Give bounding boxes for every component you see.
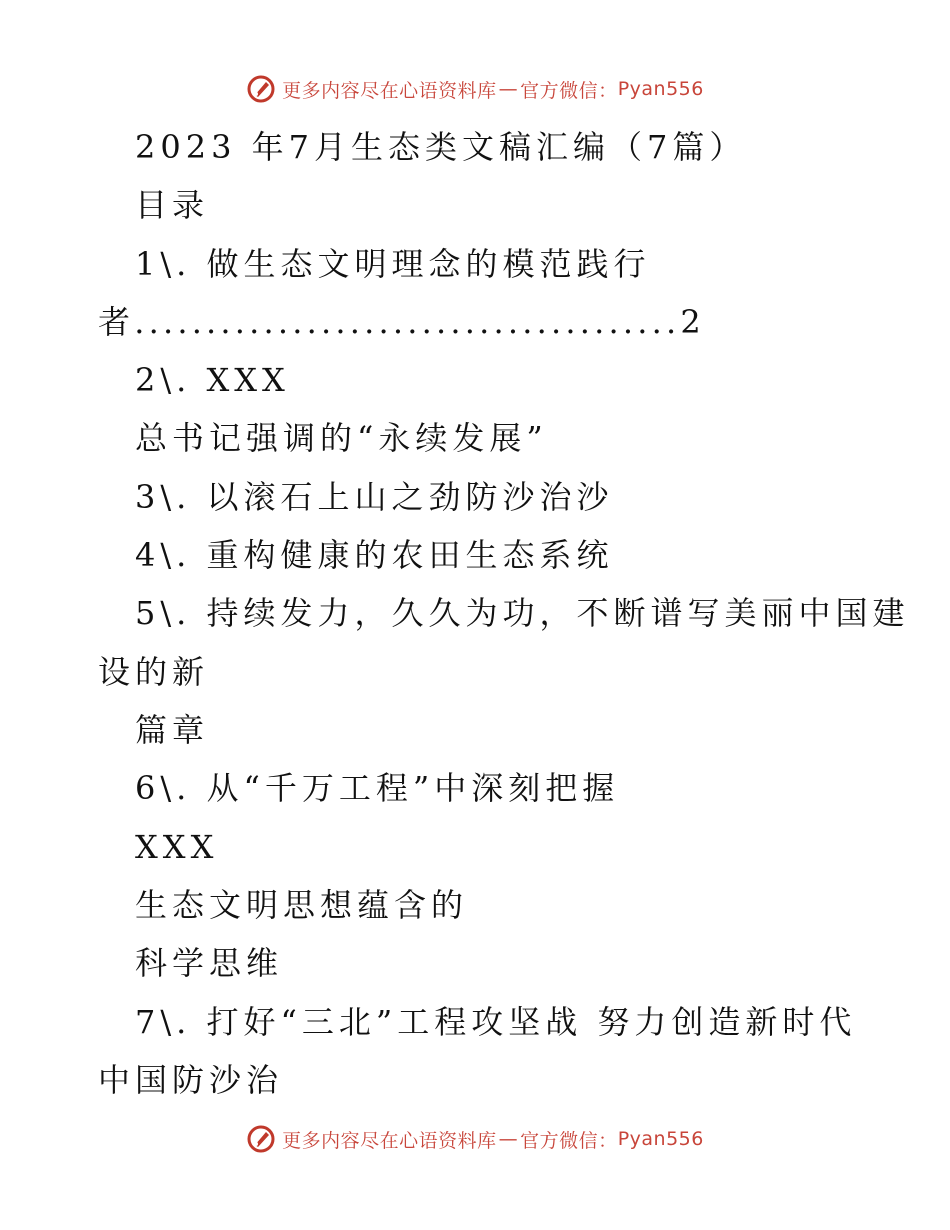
toc-heading: 目录 [135, 186, 210, 224]
toc-line: 总书记强调的“永续发展” [135, 419, 548, 457]
document-title: 2023 年7月生态类文稿汇编（7篇） [135, 128, 747, 166]
toc-line: 篇章 [135, 711, 210, 749]
watermark-text: 更多内容尽在心语资料库 [282, 1129, 497, 1152]
toc-line: 3\. 以滚石上山之劲防沙治沙 [135, 478, 614, 516]
toc-line: 科学思维 [135, 944, 284, 982]
toc-line: 中国防沙治 [98, 1061, 284, 1099]
toc-line: 者......................................2 [98, 303, 705, 341]
pen-logo-icon [246, 74, 276, 104]
watermark-text: 更多内容尽在心语资料库 [282, 79, 497, 102]
toc-line: XXX [135, 828, 219, 866]
toc-line: 4\. 重构健康的农田生态系统 [135, 536, 614, 574]
toc-line: 7\. 打好“三北”工程攻坚战 努力创造新时代 [135, 1003, 857, 1041]
pen-logo-icon [246, 1124, 276, 1154]
toc-line: 5\. 持续发力，久久为功，不断谱写美丽中国建 [135, 594, 910, 632]
header-watermark [0, 74, 950, 104]
toc-line: 设的新 [98, 653, 210, 691]
watermark-label: 官方微信： [520, 79, 618, 102]
toc-line: 6\. 从“千万工程”中深刻把握 [135, 769, 620, 807]
toc-line: 1\. 做生态文明理念的模范践行 [135, 245, 651, 283]
toc-line: 生态文明思想蕴含的 [135, 886, 469, 924]
watermark-separator: — [498, 1128, 519, 1150]
toc-line: 2\. XXX [135, 361, 290, 399]
watermark-label: 官方微信： [520, 1129, 618, 1152]
watermark-id: Pyan556 [617, 1128, 704, 1150]
footer-watermark [0, 1124, 950, 1154]
watermark-id: Pyan556 [617, 78, 704, 100]
watermark-separator: — [498, 78, 519, 100]
